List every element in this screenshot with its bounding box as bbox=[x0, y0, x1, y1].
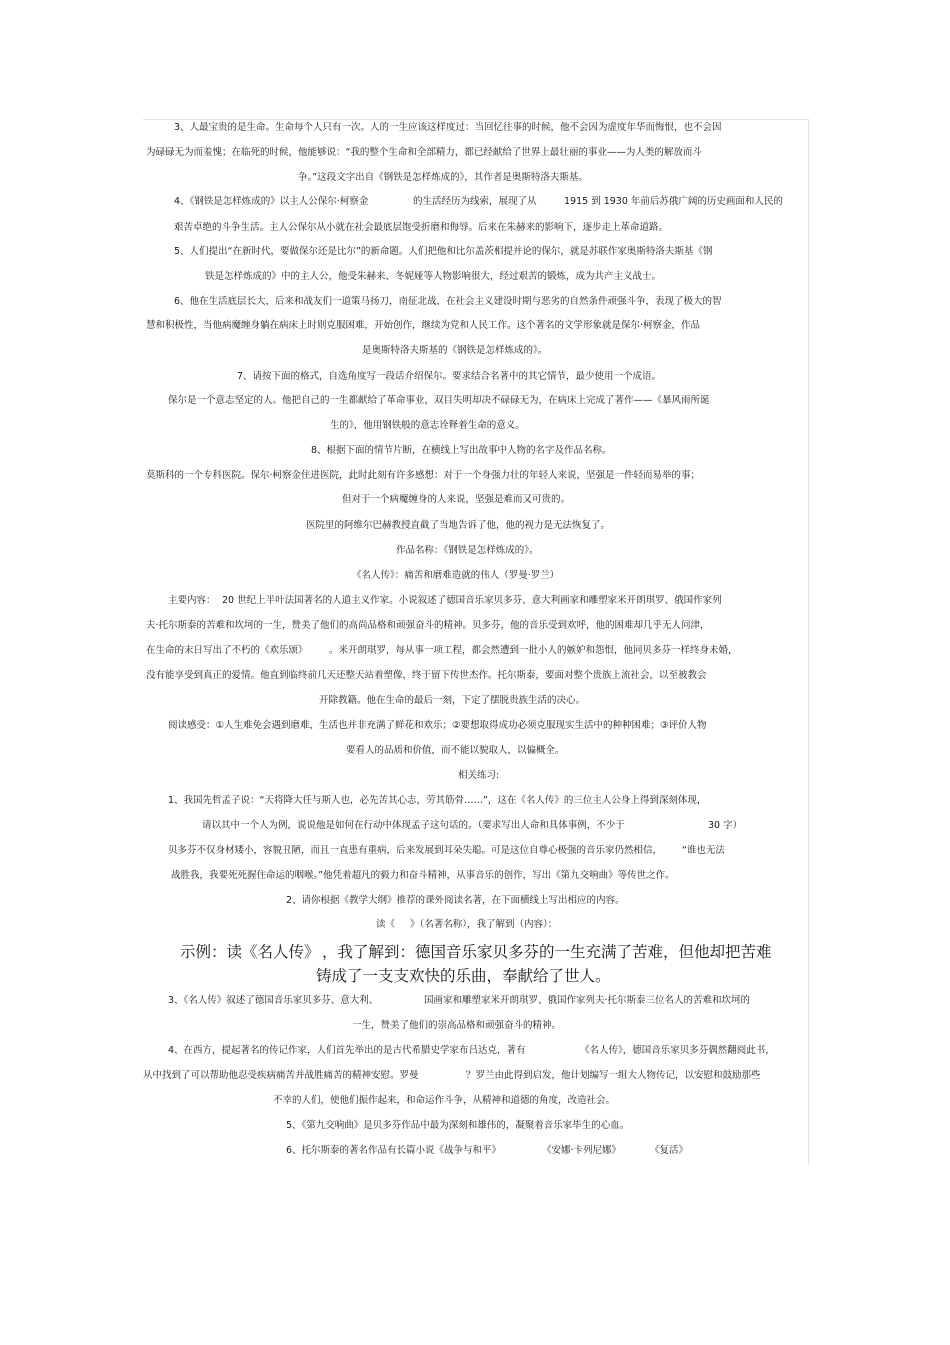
text-line: 铁是怎样炼成的》中的主人公，他受朱赫来、冬妮娅等人物影响很大，经过艰苦的锻炼，成为共产主义战士。 bbox=[205, 271, 662, 282]
text-line: 在生命的末日写出了不朽的《欢乐颂》 bbox=[146, 645, 308, 656]
text-line: 从中找到了可以帮助他忍受疾病痛苦并战胜痛苦的精神安慰。罗曼 bbox=[143, 1070, 419, 1081]
text-line: 《安娜·卡列尼娜》 bbox=[542, 1145, 622, 1156]
text-line: 《名人传》，德国音乐家贝多芬偶然翻阅此书， bbox=[580, 1045, 775, 1056]
text-line: 6、他在生活底层长大，后来和战友们一道策马扬刀，南征北战，在社会主义建设时期与恶劣的自然条件顽强斗争，表现了极大的智 bbox=[174, 296, 722, 307]
text-line: 夫·托尔斯泰的苦难和坎坷的一生，赞美了他们的高尚品格和顽强奋斗的精神。贝多芬，他的音乐受到欢呼，他的困难却几乎无人问津， bbox=[146, 620, 710, 631]
section-heading: 相关练习: bbox=[458, 770, 500, 781]
text-line: ？罗兰由此得到启发，他计划编写一组大人物传记，以安慰和鼓励那些 bbox=[466, 1070, 761, 1081]
text-line: 1915 到 1930 年前后苏俄广阔的历史画面和人民的 bbox=[564, 196, 783, 207]
text-line: 作品名称：《钢铁是怎样炼成的》。 bbox=[396, 545, 539, 556]
example-line: ，我了解到：德国音乐家贝多芬的一生充满了苦难，但他却把苦难 bbox=[322, 943, 772, 961]
example-line: 铸成了一支支欢快的乐曲，奉献给了世人。 bbox=[316, 967, 611, 985]
text-line: 《复活》 bbox=[650, 1145, 689, 1156]
text-line: 阅读感受：①人生难免会遇到磨难，生活也并非充满了鲜花和欢乐；②要想取得成功必须克服现实生活中的种种困难；③评价人物 bbox=[168, 720, 707, 731]
text-line: 的生活经历为线索，展现了从 bbox=[413, 196, 537, 207]
text-line: 主要内容： bbox=[168, 595, 216, 606]
text-line: 《名人传》：痛苦和磨难造就的伟人（罗曼·罗兰） bbox=[352, 570, 560, 581]
text-line: 是奥斯特洛夫斯基的《钢铁是怎样炼成的》。 bbox=[362, 345, 548, 356]
text-line: 。米开朗琪罗，每从事一项工程，都会然遭到一批小人的嫉妒和怨恨，他同贝多芬一样终身未婚， bbox=[329, 645, 738, 656]
text-line: 慧和积极性，当他病魔缠身躺在病床上时则克服困难，开始创作，继续为党和人民工作。这个著名的文学形象就是保尔·柯察金，作品 bbox=[146, 320, 701, 331]
text-line: 读《 bbox=[376, 919, 396, 930]
text-line: 1、我国先哲孟子说：“天将降大任与斯人也，必先苦其心志，劳其筋骨……”，这在《名人传》的三位主人公身上得到深刻体现， bbox=[168, 795, 707, 806]
text-line: 但对于一个病魔缠身的人来说，坚强是难而又可贵的。 bbox=[342, 494, 571, 505]
text-line: 6、托尔斯泰的著名作品有长篇小说《战争与和平》 bbox=[286, 1145, 502, 1156]
text-line: 开除教籍。他在生命的最后一刻，下定了摆脱贵族生活的决心。 bbox=[319, 695, 586, 706]
text-line: 3、《名人传》叙述了德国音乐家贝多芬、意大利、 bbox=[168, 995, 379, 1006]
text-line: 医院里的阿维尔巴赫教授直截了当地告诉了他，他的视力是无法恢复了。 bbox=[306, 520, 611, 531]
text-line: 请以其中一个人为例，说说他是如何在行动中体现孟子这句话的。（要求写出人命和具体事例，不少于 bbox=[202, 820, 625, 831]
text-line: 一生，赞美了他们的崇高品格和顽强奋斗的精神。 bbox=[352, 1020, 562, 1031]
text-line: “谁也无法 bbox=[682, 845, 725, 856]
text-line: 为碌碌无为而羞愧；在临死的时候，他能够说：“我的整个生命和全部精力，都已经献给了世界上最壮丽的事业——为人类的解放而斗 bbox=[146, 147, 702, 158]
text-line: 》（名著名称），我了解到（内容）： bbox=[410, 919, 558, 930]
text-line: 莫斯科的一个专科医院。保尔·柯察金住进医院，此时此刻有许多感想：对于一个身强力壮的年轻人来说，坚强是一件轻而易举的事； bbox=[146, 470, 701, 481]
text-line: 30 字） bbox=[708, 820, 743, 831]
text-line: 艰苦卓绝的斗争生活。主人公保尔从小就在社会最底层饱受折磨和侮辱。后来在朱赫来的影响下，逐步走上革命道路。 bbox=[174, 222, 669, 233]
text-line: 要看人的品质和价值，而不能以貌取人，以偏概全。 bbox=[346, 745, 565, 756]
text-line: 5、《第九交响曲》是贝多芬作品中最为深刻和雄伟的，凝聚着音乐家毕生的心血。 bbox=[286, 1120, 630, 1131]
text-line: 不幸的人们，使他们振作起来，和命运作斗争，从精神和道德的角度，改造社会。 bbox=[273, 1095, 616, 1106]
text-line: 2、请你根据《教学大纲》推荐的课外阅读名著，在下面横线上写出相应的内容。 bbox=[286, 895, 625, 906]
text-line: 贝多芬不仅身材矮小，容貌丑陋，而且一直患有重病，后来发展到耳朵失聪。可是这位自尊心极强的音乐家仍然相信， bbox=[168, 845, 663, 856]
text-line: 5、人们提出“在新时代，要做保尔还是比尔”的新命题。人们把他和比尔盖茨相提并论的保尔，就是苏联作家奥斯特洛夫斯基《钢 bbox=[174, 246, 713, 257]
text-line: 4、在西方，提起著名的传记作家，人们首先举出的是古代希腊史学家布吕达克，著有 bbox=[168, 1045, 526, 1056]
text-line: 国画家和雕塑家米开朗琪罗、俄国作家列夫·托尔斯泰三位名人的苦难和坎坷的 bbox=[424, 995, 751, 1006]
example-line: 示例：读《名人传》 bbox=[180, 943, 320, 961]
text-line: 3、人最宝贵的是生命。生命每个人只有一次。人的一生应该这样度过：当回忆往事的时候，他不会因为虚度年华而悔恨，也不会因 bbox=[174, 122, 722, 133]
text-line: 7、请按下面的格式，自选角度写一段话介绍保尔。要求结合名著中的其它情节，最少使用一个成语。 bbox=[237, 371, 662, 382]
text-line: 没有能享受到真正的爱情。他直到临终前几天还整天站着塑像，终于留下传世杰作。托尔斯泰，要面对整个贵族上流社会，以至被教会 bbox=[146, 670, 707, 681]
text-line: 生的》，他用钢铁般的意志诠释着生命的意义。 bbox=[330, 420, 525, 431]
text-line: 争。”这段文字出自《钢铁是怎样炼成的》，其作者是奥斯特洛夫斯基。 bbox=[298, 172, 588, 183]
text-line: 20 世纪上半叶法国著名的人道主义作家。小说叙述了德国音乐家贝多芬、意大利画家和雕塑家米开朗琪罗、俄国作家列 bbox=[222, 595, 722, 606]
text-line: 战胜我，我要死死握住命运的咽喉。”他凭着超凡的毅力和奋斗精神，从事音乐的创作，写出《第九交响曲》等传世之作。 bbox=[171, 870, 675, 881]
text-line: 8、根据下面的情节片断，在横线上写出故事中人物的名字及作品名称。 bbox=[311, 445, 612, 456]
text-line: 保尔是一个意志坚定的人。他把自己的一生都献给了革命事业，双目失明却决不碌碌无为，在病床上完成了著作——《暴风雨所诞 bbox=[168, 395, 710, 406]
text-line: 4、《钢铁是怎样炼成的》以主人公保尔·柯察金 bbox=[174, 196, 369, 207]
